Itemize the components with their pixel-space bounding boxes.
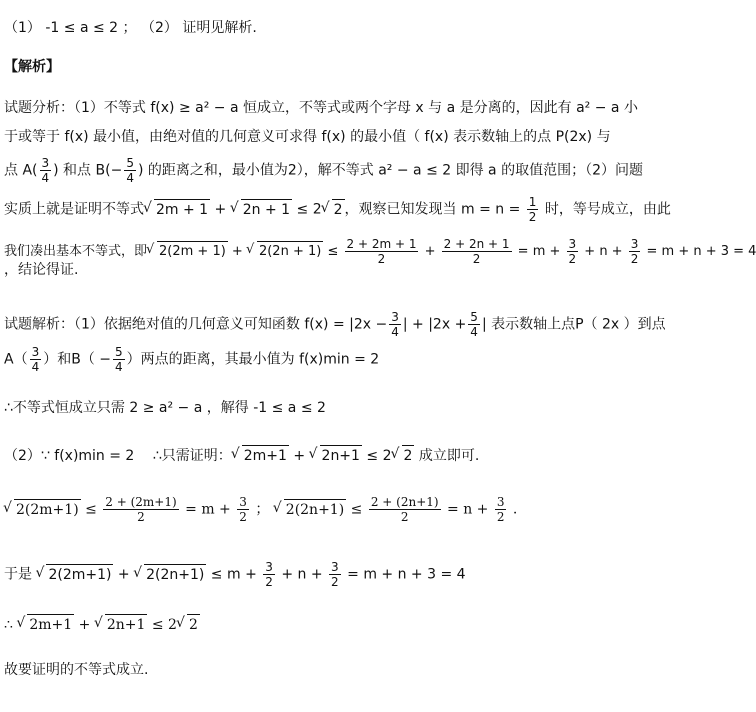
fraction: $\frac{3}{2}$ [239,495,247,524]
analysis-text: 试题分析：（1）不等式 f(x) ≥ a² − a 恒成立，不等式或两个字母 x 与 a 是分离的，因此有 a² − a 小 [4,100,638,116]
fraction: $\frac{2 + (2m+1)}{2}$ [105,495,177,524]
analysis-text: 于或等于 f(x) 最小值，由绝对值的几何意义可求得 f(x) 的最小值（ f(x) 表示数轴上的点 P(2x) 与 [4,129,611,145]
solution-line-7: ∴ √ 2m+1 + √ 2n+1 ≤ 2√ 2 [4,614,624,635]
sqrt-expr: √ 2 [332,199,345,220]
solution-text: 试题解析：（1）依据绝对值的几何意义可知函数 f(x) = |2x − [4,316,388,333]
sqrt-expr: √ 2 [187,614,200,635]
sqrt-expr: √ 2m + 1 [154,199,210,220]
solution-line-3 [4,398,624,418]
solution-line-4: （2）∵ f(x)min = 2 ∴只需证明：√ 2m+1 + √ 2n+1 ≤ 2√ 2 成立即可. [4,445,624,466]
fraction: $\frac{3}{2}$ [331,560,339,589]
answer-line [4,18,624,38]
fraction: $\frac{3}{2}$ [265,560,273,589]
fraction: $\frac{3}{4}$ [31,345,40,374]
sqrt-expr: √ 2m+1 [242,445,289,466]
sqrt-expr: √ 2(2n+1) [284,499,346,520]
analysis-line-2 [4,127,624,147]
solution-line-5: √ 2(2m+1) ≤ $\frac{2 + (2m+1)}{2}$ = m + $\frac{3}{2}$ ； √ 2(2n+1) ≤ $\frac{2 + (2n+1)}{2}$ = n + $\frac{3}{2}$ . [4,495,624,524]
sqrt-expr: √ 2(2n + 1) [257,241,323,262]
analysis-line-3 [4,156,643,185]
answer-text: （1） -1 ≤ a ≤ 2 ； （2） 证明见解析. [4,20,257,36]
section-header [4,57,624,77]
fraction: $\frac{1}{2}$ [528,195,537,224]
solution-text: ∴ [4,617,18,633]
analysis-line-6 [4,260,624,280]
analysis-text: ，结论得证. [4,262,79,278]
analysis-text: 我们凑出基本不等式，即 [4,244,148,259]
solution-line-1: 试题解析：（1）依据绝对值的几何意义可知函数 f(x) = |2x − $\frac{3}{4}$ | + |2x + $\frac{5}{4}$ | 表示数轴上点P（ 2x ）到点 [4,310,666,339]
fraction: $\frac{2 + (2n+1)}{2}$ [370,495,439,524]
fraction: $\frac{3}{2}$ [568,237,577,266]
fraction: $\frac{5}{4}$ [115,345,123,374]
analysis-text: 点 A( [4,162,38,179]
solution-text: （2）∵ f(x)min = 2 ∴只需证明： [4,448,232,464]
solution-text: A（ [4,351,28,368]
fraction: $\frac{2 + 2m + 1}{2}$ [346,237,417,266]
analysis-text: 实质上就是证明不等式 [4,201,144,218]
sqrt-expr: √ 2(2m+1) [46,564,113,585]
analysis-line-5: 我们凑出基本不等式，即√ 2(2m + 1) + √ 2(2n + 1) ≤ $\frac{2 + 2m + 1}{2}$ + $\frac{2 + 2n + 1}{2}$ = m + $\frac{3}{2}$ + n + $\frac{3}{2}$ = m + n + 3 = 4 [4,237,624,266]
analysis-text: ) 和点 B(− [53,162,123,179]
sqrt-expr: √ 2 [402,445,415,466]
solution-line-6: 于是 √ 2(2m+1) + √ 2(2n+1) ≤ m + $\frac{3}{2}$ + n + $\frac{3}{2}$ = m + n + 3 = 4 [4,560,624,589]
section-header-text: 【解析】 [4,59,60,75]
analysis-line-4: 实质上就是证明不等式√ 2m + 1 + √ 2n + 1 ≤ 2√ 2 ，观察已知发现当 m = n = $\frac{1}{2}$ 时，等号成立，由此 [4,195,624,224]
fraction: $\frac{2 + 2n + 1}{2}$ [443,237,510,266]
sqrt-expr: √ 2(2n+1) [144,564,206,585]
sqrt-expr: √ 2n+1 [105,614,148,635]
solution-line-2: A（ $\frac{3}{4}$ ）和B（ − $\frac{5}{4}$ ）两点的距离，其最小值为 f(x)min = 2 [4,345,380,374]
fraction: $\frac{5}{4}$ [126,156,134,185]
sqrt-expr: √ 2(2m + 1) [157,241,228,262]
fraction: $\frac{3}{2}$ [496,495,505,524]
fraction: $\frac{3}{4}$ [391,310,399,339]
solution-text: 故要证明的不等式成立. [4,662,149,678]
analysis-line-1 [4,98,638,118]
solution-text: 于是 [4,566,37,583]
sqrt-expr: √ 2(2m+1) [14,499,81,520]
fraction: $\frac{5}{4}$ [470,310,478,339]
fraction: $\frac{3}{4}$ [41,156,50,185]
analysis-text: ) 的距离之和，最小值为2），解不等式 a² − a ≤ 2 即得 a 的取值范围；（2）问题 [137,162,643,179]
sqrt-expr: √ 2n+1 [320,445,362,466]
fraction: $\frac{3}{2}$ [630,237,639,266]
solution-text: ∴不等式恒成立只需 2 ≥ a² − a ，解得 -1 ≤ a ≤ 2 [4,400,326,416]
solution-line-8 [4,660,624,680]
sqrt-expr: √ 2m+1 [27,614,74,635]
sqrt-expr: √ 2n + 1 [241,199,292,220]
